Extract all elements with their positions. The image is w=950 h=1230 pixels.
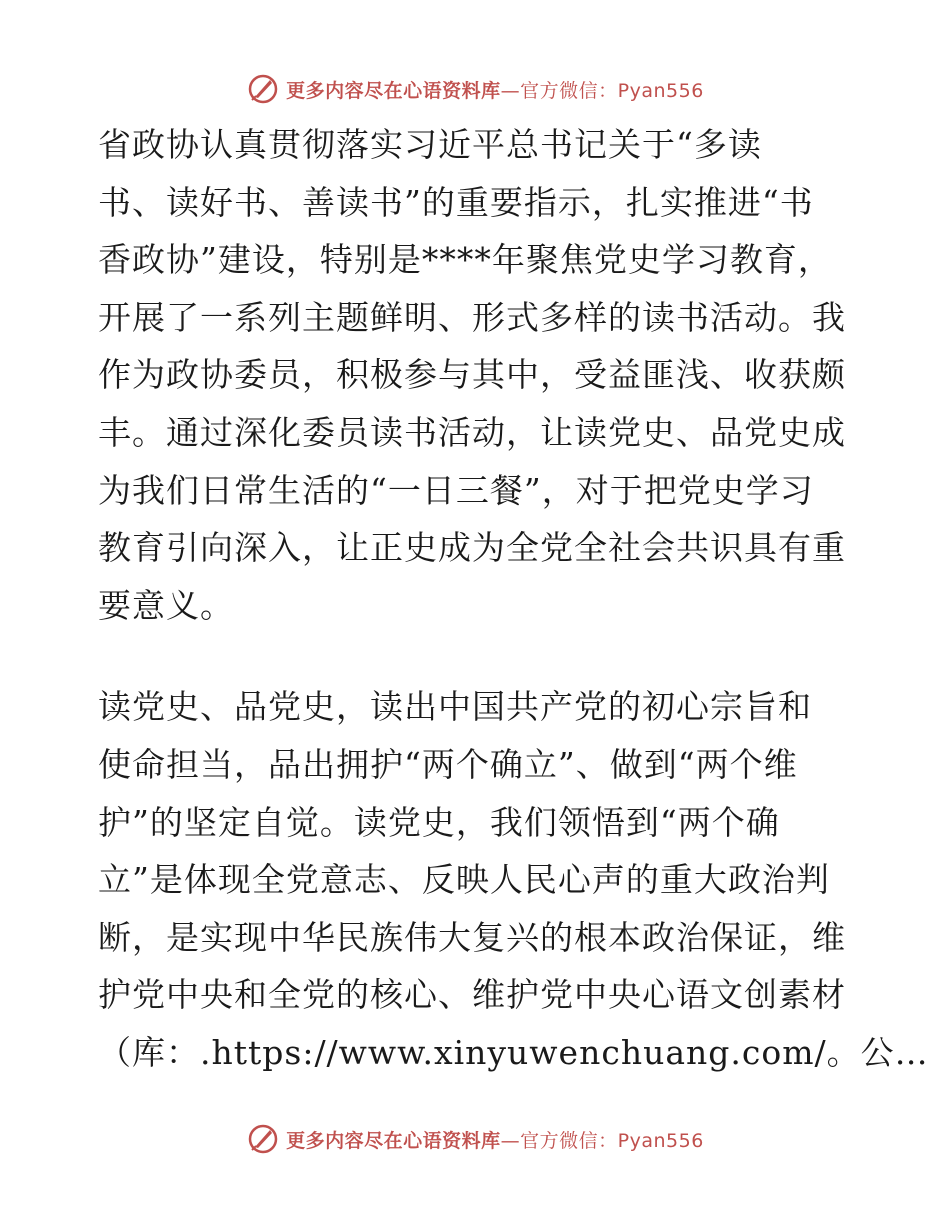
text-line: 省政协认真贯彻落实习近平总书记关于“多读 — [98, 125, 762, 164]
feather-pen-logo-icon — [246, 1122, 280, 1156]
text-line: 书、读好书、善读书”的重要指示，扎实推进“书 — [98, 182, 814, 222]
text-line: 丰。通过深化委员读书活动，让读党史、品党史成 — [98, 412, 846, 452]
text-line: 使命担当，品出拥护“两个确立”、做到“两个维 — [98, 744, 798, 784]
text-line: 护党中央和全党的核心、维护党中央心语文创素材 — [98, 975, 846, 1015]
header-watermark — [0, 72, 950, 106]
document-body — [98, 116, 929, 1082]
feather-pen-logo-icon — [246, 72, 280, 106]
text-line: 香政协”建设，特别是****年聚焦党史学习教育， — [98, 240, 832, 280]
text-line: 开展了一系列主题鲜明、形式多样的读书活动。我 — [98, 297, 846, 337]
footer-watermark — [0, 1122, 950, 1156]
text-line: 为我们日常生活的“一日三餐”，对于把党史学习 — [98, 470, 814, 510]
paragraph-2 — [98, 678, 929, 1081]
paragraph-1 — [98, 116, 850, 634]
text-line: 断，是实现中华民族伟大复兴的根本政治保证，维 — [98, 917, 846, 957]
text-line: 要意义。 — [98, 585, 234, 625]
text-line: 护”的坚定自觉。读党史，我们领悟到“两个确 — [98, 802, 780, 842]
watermark-text: 更多内容尽在心语资料库—官方微信：Pyan556 — [286, 1129, 704, 1152]
text-line: 读党史、品党史，读出中国共产党的初心宗旨和 — [98, 687, 812, 727]
text-line: 教育引向深入，让正史成为全党全社会共识具有重 — [98, 528, 846, 568]
text-line: 作为政协委员，积极参与其中，受益匪浅、收获颇 — [98, 355, 846, 395]
watermark-text: 更多内容尽在心语资料库—官方微信：Pyan556 — [286, 79, 704, 102]
text-line: （库：.https://www.xinyuwenchuang.com/。公… — [98, 1032, 929, 1072]
text-line: 立”是体现全党意志、反映人民心声的重大政治判 — [98, 860, 830, 900]
